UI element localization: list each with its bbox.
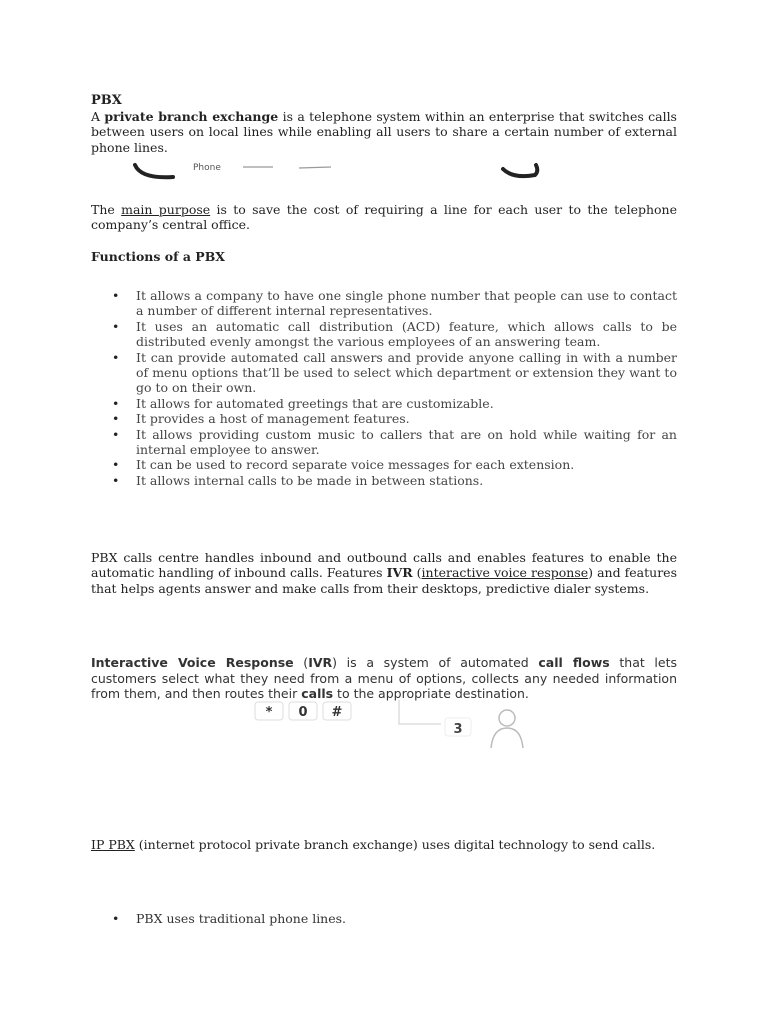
list-item: • It uses an automatic call distribution (ACD) feature, which allows calls to be distributed evenly amongst the various employees of an answering team.: [112, 318, 677, 350]
intro-text-1: A: [91, 109, 105, 124]
ivr-keypad-figure: [91, 700, 621, 760]
three-key-label: 3: [453, 722, 463, 737]
ivr-term: IVR: [386, 565, 413, 581]
list-item: • It allows for automated greetings that are customizable.: [112, 395, 494, 411]
pbx-diagram-figure: [131, 159, 541, 183]
purpose-text-2: is to save the cost of requiring a line for each user to the telephone company’s central office.: [91, 202, 677, 233]
comparison-list: [91, 911, 677, 926]
bullet-icon: •: [112, 411, 120, 427]
callcentre-paragraph: PBX calls centre handles inbound and outbound calls and enables features to enable the automatic handling of inbound calls. Features IVR (interactive voice response) and features that helps agents answer and make calls from their desktops, predictive dialer systems.: [91, 550, 677, 596]
star-key-label: *: [265, 705, 273, 720]
list-item: • PBX uses traditional phone lines.: [112, 911, 347, 926]
list-item: • It can provide automated call answers and provide anyone calling in with a number of menu options that’ll be used to select which department or extension they want to go to on their own.: [112, 349, 677, 396]
hash-key-label: #: [331, 705, 343, 720]
page-title: PBX: [91, 93, 122, 108]
purpose-text-1: The: [91, 202, 122, 217]
ivr-paragraph: Interactive Voice Response (IVR) is a system of automated call flows that lets customers select what they need from a menu of options, collects any needed information from them, and then routes their calls to the appropriate destination.: [91, 655, 677, 702]
bullet-icon: •: [112, 911, 120, 926]
list-item: • It allows a company to have one single phone number that people can use to contact a number of different internal representatives.: [112, 288, 677, 319]
phone-label: Phone: [193, 163, 221, 173]
ippbx-paragraph: IP PBX (internet protocol private branch exchange) uses digital technology to send calls.: [91, 837, 656, 852]
functions-heading: Functions of a PBX: [91, 249, 225, 264]
bullet-icon: •: [112, 318, 120, 334]
line-connector: [299, 167, 331, 168]
bullet-icon: •: [112, 457, 120, 473]
handset-right-icon: [503, 165, 537, 176]
ippbx-term: IP PBX: [91, 837, 135, 852]
list-item: • It can be used to record separate voice messages for each extension.: [112, 457, 575, 473]
intro-paragraph: [91, 109, 677, 155]
bullet-icon: •: [112, 349, 120, 365]
bullet-icon: •: [112, 426, 120, 442]
handset-left-icon: [135, 165, 173, 177]
purpose-paragraph: [91, 202, 677, 233]
list-item: • It allows providing custom music to callers that are on hold while waiting for an internal employee to answer.: [112, 426, 677, 458]
bullet-icon: •: [112, 395, 120, 411]
zero-key-label: 0: [298, 705, 308, 720]
bullet-icon: •: [112, 472, 120, 488]
list-item: • It provides a host of management features.: [112, 411, 410, 427]
ivr-expansion: interactive voice response: [421, 565, 589, 581]
purpose-underlined: main purpose: [121, 202, 211, 217]
bullet-icon: •: [112, 288, 120, 303]
agent-body-icon: [491, 728, 523, 748]
intro-text-2: is a telephone system within an enterprise that switches calls between users on local lines while enabling all users to share a certain number of external phone lines.: [91, 109, 677, 155]
flow-connector: [399, 700, 441, 724]
functions-list: [91, 288, 677, 488]
intro-term: private branch exchange: [104, 109, 279, 124]
agent-head-icon: [499, 710, 515, 726]
list-item: • It allows internal calls to be made in between stations.: [112, 472, 484, 488]
